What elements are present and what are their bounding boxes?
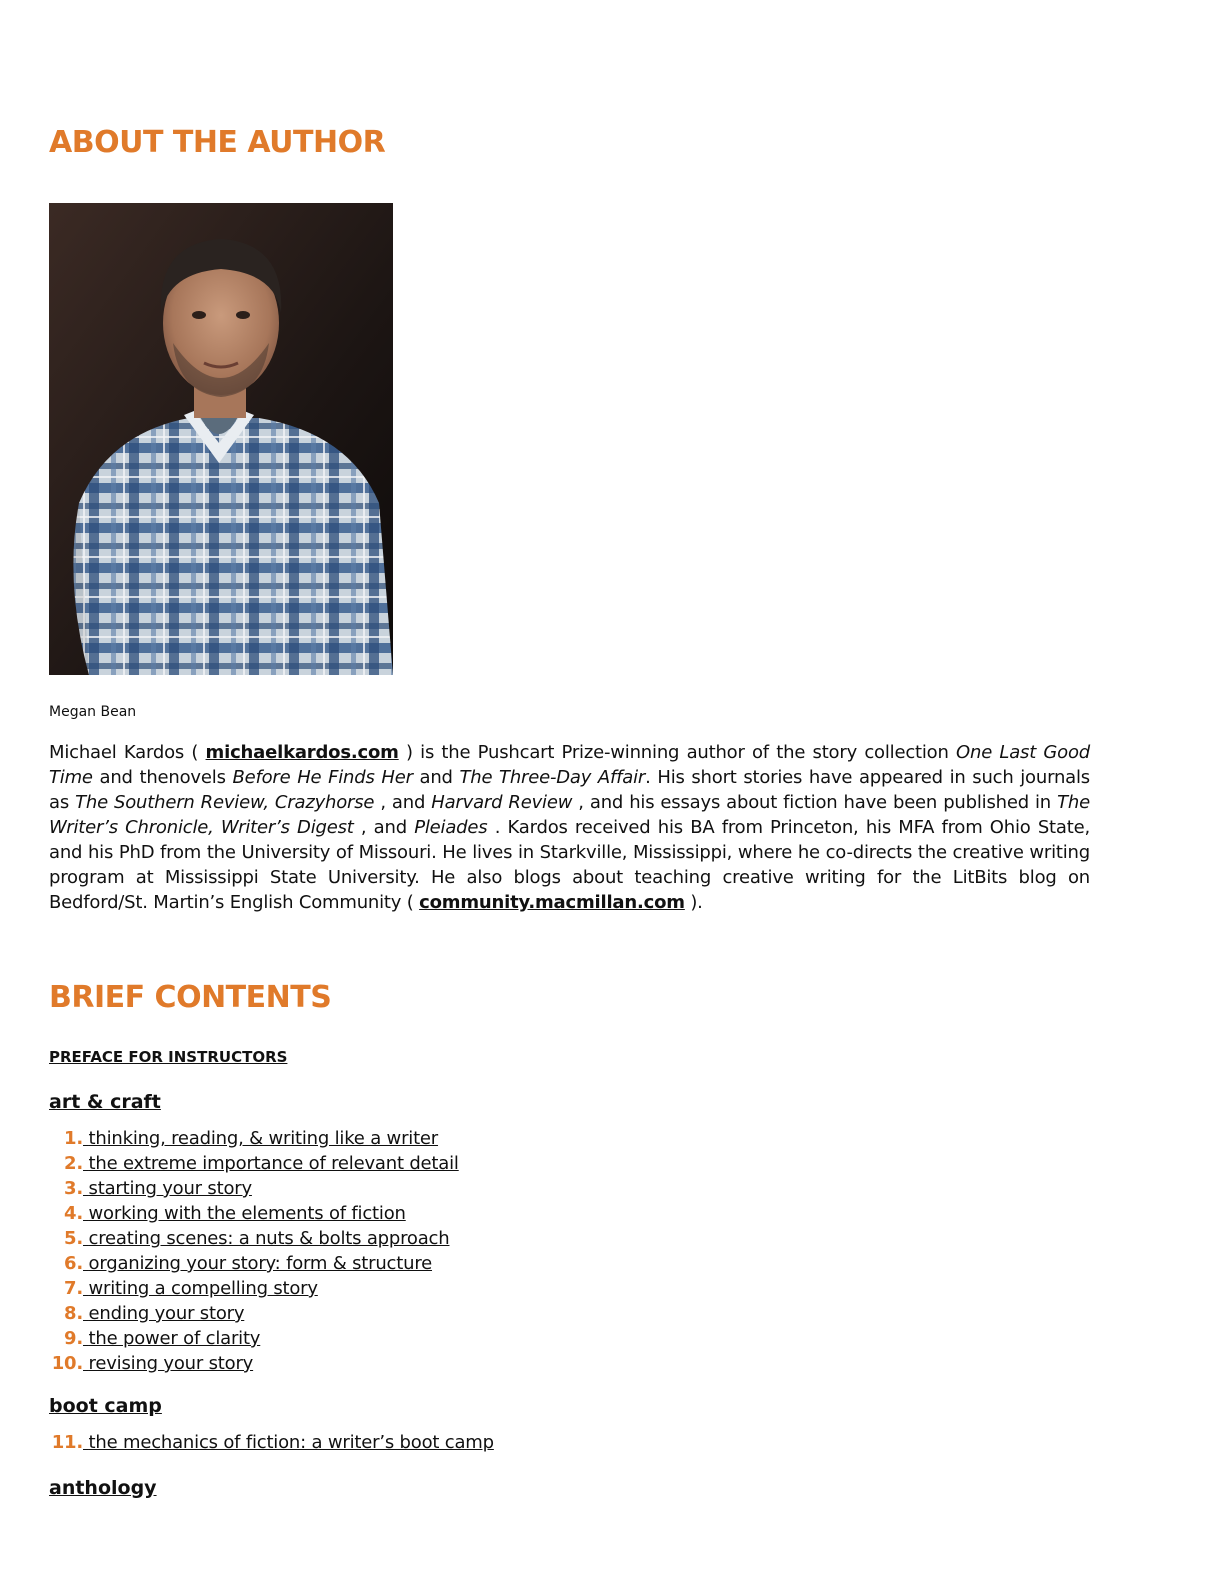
author-photo (49, 203, 393, 675)
toc-list-art-craft (49, 1126, 459, 1376)
author-bio: Michael Kardos ( michaelkardos.com ) is the Pushcart Prize-winning author of the story collection One Last Good Time and thenovels Before He Finds Her and The Three-Day Affair. His short stories have appeared in such journals as The Southern Review, Crazyhorse , and Harvard Review , and his essays about fiction have been published in The Writer’s Chronicle, Writer’s Digest , and Pleiades . Kardos received his BA from Princeton, his MFA from Ohio State, and his PhD from the University of Missouri. He lives in Starkville, Mississippi, where he co-directs the creative writing program at Mississippi State University. He also blogs about teaching creative writing for the LitBits blog on Bedford/St. Martin’s English Community ( community.macmillan.com ). (49, 742, 1091, 913)
toc-item[interactable]: 5. creating scenes: a nuts & bolts approach (64, 1228, 450, 1249)
toc-item[interactable]: 4. working with the elements of fiction (64, 1203, 406, 1224)
toc-item[interactable]: 3. starting your story (64, 1178, 252, 1199)
preface-link[interactable]: PREFACE FOR INSTRUCTORS (49, 1048, 288, 1066)
toc-item[interactable]: 6. organizing your story: form & structure (64, 1253, 433, 1274)
toc-item[interactable]: 8. ending your story (64, 1303, 245, 1324)
part-title-anthology[interactable]: anthology (49, 1477, 157, 1499)
community-link[interactable]: community.macmillan.com (419, 892, 685, 913)
toc-item[interactable]: 1. thinking, reading, & writing like a writer (64, 1128, 439, 1149)
brief-contents-heading: BRIEF CONTENTS (49, 980, 332, 1015)
toc-list-boot-camp (49, 1430, 494, 1455)
toc-item[interactable]: 11. the mechanics of fiction: a writer’s boot camp (51, 1432, 494, 1453)
about-author-heading: ABOUT THE AUTHOR (49, 125, 386, 160)
toc-item[interactable]: 9. the power of clarity (64, 1328, 261, 1349)
part-title-art-craft[interactable]: art & craft (49, 1091, 161, 1113)
toc-item[interactable]: 2. the extreme importance of relevant detail (64, 1153, 459, 1174)
part-title-boot-camp[interactable]: boot camp (49, 1395, 162, 1417)
toc-item[interactable]: 10. revising your story (51, 1353, 254, 1374)
toc-item[interactable]: 7. writing a compelling story (64, 1278, 318, 1299)
photo-credit: Megan Bean (49, 704, 137, 720)
author-website-link[interactable]: michaelkardos.com (205, 742, 399, 763)
